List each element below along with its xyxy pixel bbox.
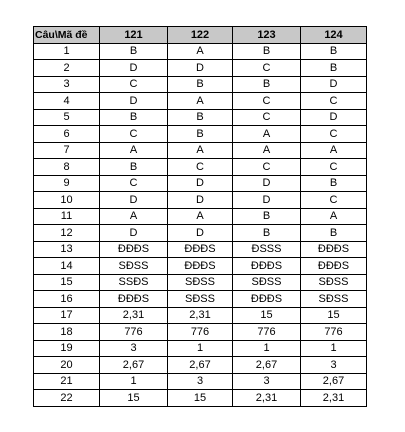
answer-cell: B: [100, 109, 168, 126]
answer-cell: 776: [100, 324, 168, 341]
table-row: [34, 76, 367, 93]
question-number-cell: 18: [34, 324, 100, 341]
table-row: [34, 175, 367, 192]
question-number-cell: 16: [34, 291, 100, 308]
answer-cell: B: [168, 76, 233, 93]
answer-cell: ĐĐĐS: [168, 258, 233, 275]
answer-cell: ĐĐĐS: [100, 241, 168, 258]
answer-cell: 2,31: [233, 390, 301, 407]
table-row: [34, 142, 367, 159]
answer-cell: 2,67: [233, 357, 301, 374]
answer-cell: 2,67: [100, 357, 168, 374]
answer-cell: SĐSS: [100, 258, 168, 275]
question-number-cell: 6: [34, 126, 100, 143]
answer-cell: ĐĐĐS: [168, 241, 233, 258]
question-number-cell: 21: [34, 373, 100, 390]
question-number-cell: 3: [34, 76, 100, 93]
table-row: [34, 307, 367, 324]
header-code-121: 121: [100, 27, 168, 44]
answer-cell: 15: [301, 307, 367, 324]
answer-cell: D: [301, 109, 367, 126]
answer-cell: D: [168, 175, 233, 192]
answer-cell: A: [168, 93, 233, 110]
table-row: [34, 159, 367, 176]
answer-cell: ĐSSS: [233, 241, 301, 258]
answer-cell: D: [168, 192, 233, 209]
answer-cell: C: [301, 126, 367, 143]
answer-cell: B: [100, 159, 168, 176]
table-row: [34, 390, 367, 407]
table-row: [34, 192, 367, 209]
answer-cell: SĐSS: [301, 291, 367, 308]
header-code-124: 124: [301, 27, 367, 44]
answer-cell: D: [100, 60, 168, 77]
answer-cell: C: [100, 76, 168, 93]
answer-cell: B: [233, 208, 301, 225]
answer-cell: B: [168, 109, 233, 126]
table-row: [34, 324, 367, 341]
question-number-cell: 11: [34, 208, 100, 225]
answer-cell: 3: [100, 340, 168, 357]
answer-rows: [34, 43, 367, 406]
answer-cell: 2,31: [301, 390, 367, 407]
answer-cell: ĐĐĐS: [233, 291, 301, 308]
answer-cell: A: [168, 43, 233, 60]
question-number-cell: 22: [34, 390, 100, 407]
question-number-cell: 8: [34, 159, 100, 176]
answer-key-table: [33, 26, 367, 407]
answer-cell: ĐĐĐS: [100, 291, 168, 308]
answer-cell: C: [301, 159, 367, 176]
question-number-cell: 14: [34, 258, 100, 275]
answer-cell: 776: [168, 324, 233, 341]
answer-cell: A: [100, 208, 168, 225]
answer-cell: A: [100, 142, 168, 159]
answer-cell: B: [301, 175, 367, 192]
question-number-cell: 17: [34, 307, 100, 324]
answer-cell: D: [168, 225, 233, 242]
answer-cell: D: [301, 76, 367, 93]
answer-cell: 15: [233, 307, 301, 324]
question-number-cell: 19: [34, 340, 100, 357]
answer-cell: 776: [301, 324, 367, 341]
answer-cell: 3: [301, 357, 367, 374]
table-row: [34, 357, 367, 374]
answer-cell: C: [168, 159, 233, 176]
answer-cell: SSĐS: [100, 274, 168, 291]
header-row: [34, 27, 367, 44]
answer-cell: 1: [233, 340, 301, 357]
answer-cell: A: [168, 142, 233, 159]
answer-cell: D: [100, 192, 168, 209]
question-number-cell: 20: [34, 357, 100, 374]
table-row: [34, 258, 367, 275]
question-number-cell: 12: [34, 225, 100, 242]
table-row: [34, 274, 367, 291]
answer-cell: 2,31: [168, 307, 233, 324]
answer-cell: C: [233, 159, 301, 176]
table-row: [34, 109, 367, 126]
answer-cell: B: [168, 126, 233, 143]
answer-cell: B: [233, 76, 301, 93]
answer-cell: 2,31: [100, 307, 168, 324]
answer-cell: A: [301, 208, 367, 225]
header-question-code: Câu\Mã đề: [34, 27, 100, 44]
answer-cell: 2,67: [301, 373, 367, 390]
answer-cell: D: [233, 175, 301, 192]
answer-cell: 1: [168, 340, 233, 357]
answer-cell: B: [100, 43, 168, 60]
table-row: [34, 208, 367, 225]
answer-cell: SĐSS: [233, 274, 301, 291]
answer-cell: A: [168, 208, 233, 225]
header-code-123: 123: [233, 27, 301, 44]
answer-cell: A: [233, 126, 301, 143]
answer-cell: C: [233, 60, 301, 77]
answer-cell: 776: [233, 324, 301, 341]
table-row: [34, 93, 367, 110]
header-code-122: 122: [168, 27, 233, 44]
answer-cell: D: [168, 60, 233, 77]
question-number-cell: 7: [34, 142, 100, 159]
answer-cell: D: [100, 93, 168, 110]
answer-cell: D: [100, 225, 168, 242]
answer-cell: A: [233, 142, 301, 159]
answer-cell: 3: [233, 373, 301, 390]
answer-cell: B: [233, 225, 301, 242]
answer-cell: ĐĐĐS: [301, 241, 367, 258]
answer-cell: D: [233, 192, 301, 209]
answer-cell: SĐSS: [168, 291, 233, 308]
question-number-cell: 10: [34, 192, 100, 209]
answer-cell: B: [233, 43, 301, 60]
answer-cell: SĐSS: [301, 274, 367, 291]
question-number-cell: 13: [34, 241, 100, 258]
answer-cell: C: [233, 109, 301, 126]
answer-cell: 2,67: [168, 357, 233, 374]
answer-cell: SĐSS: [168, 274, 233, 291]
answer-cell: B: [301, 60, 367, 77]
answer-cell: B: [301, 43, 367, 60]
answer-cell: C: [100, 175, 168, 192]
question-number-cell: 4: [34, 93, 100, 110]
answer-cell: ĐĐĐS: [301, 258, 367, 275]
question-number-cell: 15: [34, 274, 100, 291]
answer-cell: 3: [168, 373, 233, 390]
table-row: [34, 126, 367, 143]
question-number-cell: 2: [34, 60, 100, 77]
table-row: [34, 373, 367, 390]
table-row: [34, 340, 367, 357]
question-number-cell: 5: [34, 109, 100, 126]
answer-cell: ĐĐĐS: [233, 258, 301, 275]
answer-cell: 1: [301, 340, 367, 357]
table-row: [34, 291, 367, 308]
answer-cell: C: [233, 93, 301, 110]
answer-cell: B: [301, 225, 367, 242]
question-number-cell: 1: [34, 43, 100, 60]
table-row: [34, 60, 367, 77]
answer-cell: A: [301, 142, 367, 159]
table-row: [34, 225, 367, 242]
table-row: [34, 43, 367, 60]
answer-cell: 15: [168, 390, 233, 407]
answer-cell: 15: [100, 390, 168, 407]
answer-cell: C: [301, 93, 367, 110]
answer-cell: C: [100, 126, 168, 143]
answer-cell: 1: [100, 373, 168, 390]
table-row: [34, 241, 367, 258]
question-number-cell: 9: [34, 175, 100, 192]
answer-cell: C: [301, 192, 367, 209]
